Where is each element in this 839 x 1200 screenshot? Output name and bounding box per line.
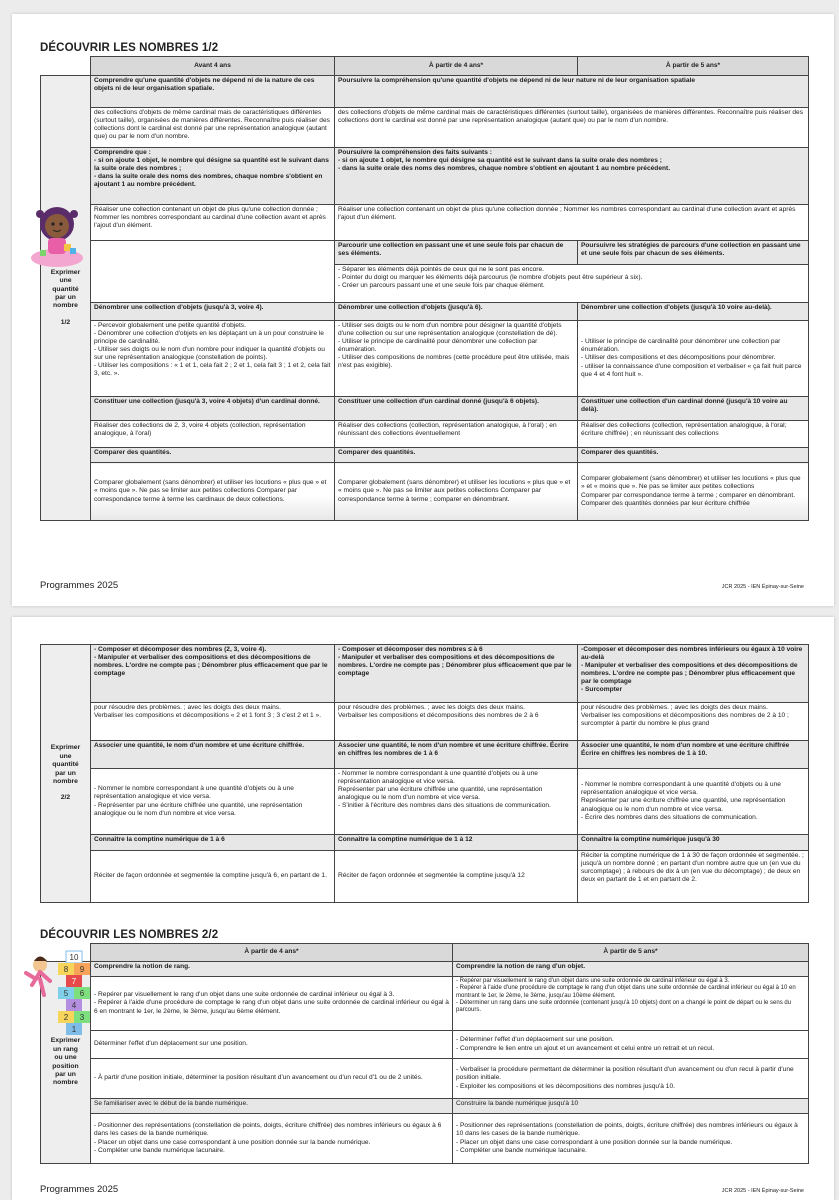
objective-cell: Parcourir une collection en passant une et une seule fois par chacun de ses éléments. (335, 241, 578, 265)
objective-cell: Poursuivre la compréhension qu'une quantité d'objets ne dépend ni de leur nature ni de leur organisation spatiale (335, 76, 809, 108)
objective-cell: - Composer et décomposer des nombres ≤ à 6 - Manipuler et verbaliser des compositions et des décompositions de nombres. L'ordre ne compte pas ; Dénombrer plus efficacement que par le comptage (335, 645, 578, 703)
hop-number: 9 (79, 965, 85, 974)
activity-cell: - Repérer par visuellement le rang d'un objet dans une suite ordonnée de cardinal inférieur ou égal à 3. - Repérer à l'aide d'une procédure de comptage le rang d'un objet dans une suite ordonnée de cardinal inférieur ou égal à 10 en montrant le 1er, le 2ème, le 3ème, jusqu'au 10ème élément. - Déterminer un rang dans une suite ordonnée (contenant jusqu'à 10 objets) dont on a changé le point de départ ou le sens du parcours. (453, 977, 809, 1031)
activity-cell: Réaliser des collections de 2, 3, voire 4 objets (collection, représentation analogique, à l'oral) (91, 421, 335, 448)
objective-cell: Dénombrer une collection d'objets (jusqu'à 6). (335, 303, 578, 321)
objective-cell: Comparer des quantités. (335, 448, 578, 463)
rank-table (40, 943, 809, 1164)
page-title: DÉCOUVRIR LES NOMBRES 1/2 (40, 42, 219, 54)
objective-cell: - Composer et décomposer des nombres (2, 3, voire 4). - Manipuler et verbaliser des compositions et des décompositions de nombres. L'ordre ne compte pas ; Dénombrer plus efficacement que par le comptage (91, 645, 335, 703)
hopscotch-illustration (22, 949, 98, 1039)
child-counting-illustration (28, 198, 86, 268)
activity-cell: Comparer globalement (sans dénombrer) et utiliser les locutions « plus que » et « moins que ». Ne pas se limiter aux petites collections Comparer par correspondance terme à terme ; comparer en dénombrant. (335, 463, 578, 521)
objective-cell: Comprendre la notion de rang. (91, 962, 453, 977)
header-4-ans: À partir de 4 ans* (91, 944, 453, 962)
objective-cell: Comprendre qu'une quantité d'objets ne dépend ni de la nature de ces objets ni de leur organisation spatiale. (91, 76, 335, 108)
objective-cell: Comprendre que : - si on ajoute 1 objet, le nombre qui désigne sa quantité est le suivant dans la suite orale des nombres ; - dans la suite orale des noms des nombres, chaque nombre s'obtient en ajoutant 1 au nombre précédent. (91, 148, 335, 205)
objective-cell: Associer une quantité, le nom d'un nombre et une écriture chiffrée Écrire en chiffres les nombres de 1 à 10. (578, 741, 809, 769)
activity-cell: - Séparer les éléments déjà pointés de ceux qui ne le sont pas encore. - Pointer du doigt ou marquer les éléments déjà parcourus (le nombre d'objets peut être supérieur à six). - Créer un parcours passant une et une seule fois par chaque élément. (335, 265, 809, 303)
hop-number: 7 (71, 977, 77, 986)
activity-cell: Réciter la comptine numérique de 1 à 30 de façon ordonnée et segmentée. ; jusqu'à un nombre donné ; en partant d'un nombre autre que un (en vue du surcomptage) ; à rebours de dix à un (en vue du décomptage) ; de deux en deux en partant de 1 et en partant de 2. (578, 851, 809, 903)
page-1 (12, 14, 834, 606)
activity-cell: Réaliser des collections (collection, représentation analogique, à l'oral) ; en réunissant des collections éventuellement (335, 421, 578, 448)
activity-cell: - Nommer le nombre correspondant à une quantité d'objets ou à une représentation analogique et vice versa. Représenter par une écriture chiffrée une quantité, une représentation analogique ou le nom d'un nombre et vice versa. - Écrire des nombres dans des situations de communication. (578, 769, 809, 835)
objective-cell: Connaître la comptine numérique de 1 à 12 (335, 835, 578, 851)
activity-cell: - Verbaliser la procédure permettant de déterminer la position résultant d'un avancement ou d'un recul à partir d'une position initiale. - Exploiter les compositions et les décompositions des nombres jusqu'à 10. (453, 1059, 809, 1099)
activity-cell: Réaliser une collection contenant un objet de plus qu'une collection donnée ; Nommer les nombres correspondant au cardinal d'une collection avant et après l'ajout d'un élément. (335, 205, 809, 241)
objective-cell: Comparer des quantités. (91, 448, 335, 463)
objective-cell: Poursuivre les stratégies de parcours d'une collection en passant une et une seule fois par chacun de ses éléments. (578, 241, 809, 265)
footer-right: JCR 2025 - IEN Épinay-sur-Seine (721, 1188, 804, 1194)
activity-cell: - Positionner des représentations (constellation de points, doigts, écriture chiffrée) des nombres inférieurs ou égaux à 6 dans les cases de la bande numérique. - Placer un objet dans une case correspondant à une position donnée sur la bande numérique. - Compléter une bande numérique lacunaire. (91, 1114, 453, 1164)
activity-cell: pour résoudre des problèmes. ; avec les doigts des deux mains. Verbaliser les compositions et décompositions « 2 et 1 font 3 ; 3 c'est 2 et 1 ». (91, 703, 335, 741)
objective-cell: - Déterminer l'effet d'un déplacement sur une position. - Comprendre le lien entre un ajout et un avancement et celui entre un retrait et un recul. (453, 1031, 809, 1059)
objective-cell: Associer une quantité, le nom d'un nombre et une écriture chiffrée. Écrire en chiffres les nombres de 1 à 6 (335, 741, 578, 769)
corner-cell (41, 57, 91, 76)
progression-table-1 (40, 56, 809, 521)
activity-cell: - Nommer le nombre correspondant à une quantité d'objets ou à une représentation analogique et vice versa. - Représenter par une écriture chiffrée une quantité, une représentation analogique ou le nom d'un nombre et vice versa. (91, 769, 335, 835)
page-2 (12, 617, 834, 1200)
footer-right: JCR 2025 - IEN Épinay-sur-Seine (721, 584, 804, 590)
hop-number: 10 (69, 953, 79, 962)
objective-cell: Connaître la comptine numérique de 1 à 6 (91, 835, 335, 851)
domain-label: Exprimer un rang ou une position par un nombre (41, 962, 91, 1164)
objective-cell: Construire la bande numérique jusqu'à 10 (453, 1099, 809, 1114)
objective-cell: Constituer une collection (jusqu'à 3, voire 4 objets) d'un cardinal donné. (91, 397, 335, 421)
header-4-ans: À partir de 4 ans* (335, 57, 578, 76)
hop-number: 3 (79, 1013, 85, 1022)
activity-cell: Réaliser une collection contenant un objet de plus qu'une collection donnée ; Nommer les nombres correspondant au cardinal d'une collection avant et après l'ajout d'un élément. (91, 205, 335, 241)
hop-number: 8 (63, 965, 69, 974)
activity-cell: Réciter de façon ordonnée et segmentée la comptine jusqu'à 6, en partant de 1. (91, 851, 335, 903)
objective-cell: Dénombrer une collection d'objets (jusqu'à 10 voire au-delà). (578, 303, 809, 321)
header-avant-4: Avant 4 ans (91, 57, 335, 76)
activity-cell: Réaliser des collections (collection, représentation analogique, à l'oral; écriture chiffrée) ; en réunissant des collections (578, 421, 809, 448)
activity-cell: Comparer globalement (sans dénombrer) et utiliser les locutions « plus que » et « moins que ». Ne pas se limiter aux petites collections Comparer par correspondance terme à terme les cardinaux de deux collections. (91, 463, 335, 521)
hop-number: 5 (63, 989, 69, 998)
header-5-ans: À partir de 5 ans* (453, 944, 809, 962)
objective-cell: Poursuivre la compréhension des faits suivants : - si on ajoute 1 objet, le nombre qui désigne sa quantité est le suivant dans la suite orale des nombres ; - dans la suite orale des noms des nombres, chaque nombre s'obtient en ajoutant 1 au nombre précédent. (335, 148, 809, 205)
activity-cell: pour résoudre des problèmes. ; avec les doigts des deux mains. Verbaliser les compositions et décompositions des nombres de 2 à 6 (335, 703, 578, 741)
domain-label: Exprimer une quantité par un nombre 2/2 (41, 645, 91, 903)
objective-cell: -Composer et décomposer des nombres inférieurs ou égaux à 10 voire au-delà - Manipuler et verbaliser des compositions et des décompositions de nombres. L'ordre ne compte pas ; Dénombrer plus efficacement que par le comptage - Surcompter (578, 645, 809, 703)
progression-table-2 (40, 644, 809, 903)
header-5-ans: À partir de 5 ans* (578, 57, 809, 76)
activity-cell: - Nommer le nombre correspondant à une quantité d'objets ou à une représentation analogique et vice versa. Représenter par une écriture chiffrée une quantité, une représentation analogique ou le nom d'un nombre et vice versa. - S'initier à l'écriture des nombres dans des situations de communication. (335, 769, 578, 835)
hop-number: 4 (71, 1001, 77, 1010)
objective-cell: Comparer des quantités. (578, 448, 809, 463)
objective-cell: Comprendre la notion de rang d'un objet. (453, 962, 809, 977)
objective-cell: Déterminer l'effet d'un déplacement sur une position. (91, 1031, 453, 1059)
activity-cell: - Positionner des représentations (constellation de points, doigts, écriture chiffrée) des nombres inférieurs ou égaux à 10 dans les cases de la bande numérique. - Placer un objet dans une case correspondant à une position donnée sur la bande numérique. - Compléter une bande numérique lacunaire. (453, 1114, 809, 1164)
activity-cell: - Percevoir globalement une petite quantité d'objets. - Dénombrer une collection d'objets en les déplaçant un à un pour construire le principe de cardinalité. - Utiliser ses doigts ou le nom d'un nombre pour indiquer la quantité d'objets ou sur une représentation analogique (constellation de points). - Utiliser les compositions : « 1 et 1, cela fait 2 ; 2 et 1, cela fait 3 ; 1 et 2, cela fait 3, etc. ». (91, 321, 335, 397)
section-title: DÉCOUVRIR LES NOMBRES 2/2 (40, 929, 219, 941)
activity-cell: - Repérer par visuellement le rang d'un objet dans une suite ordonnée de cardinal inférieur ou égal à 3. - Repérer à l'aide d'une procédure de comptage le rang d'un objet dans une suite ordonnée de cardinal inférieur ou égal à 6 en montrant le 1er, le 2ème, le 3ème, jusqu'au 6ème élément. (91, 977, 453, 1031)
empty-cell (91, 241, 335, 303)
activity-cell: des collections d'objets de même cardinal mais de caractéristiques différentes (surtout taille), organisées de manières différentes. Reconnaître puis réaliser des collections dont le cardinal est donné par une représentation analogique (autant que) ou par le nom d'un nombre. (335, 108, 809, 148)
objective-cell: Constituer une collection d'un cardinal donné (jusqu'à 6 objets). (335, 397, 578, 421)
activity-cell: - Utiliser le principe de cardinalité pour dénombrer une collection par énumération. - Utiliser des compositions et des décompositions pour dénombrer. - utiliser la connaissance d'une composition et verbaliser « ça fait huit parce que 4 et 4 font huit ». (578, 321, 809, 397)
objective-cell: Associer une quantité, le nom d'un nombre et une écriture chiffrée. (91, 741, 335, 769)
objective-cell: Connaître la comptine numérique jusqu'à 30 (578, 835, 809, 851)
domain-label: Exprimer une quantité par un nombre 1/2 (41, 76, 91, 521)
hop-number: 1 (71, 1025, 77, 1034)
footer-left: Programmes 2025 (40, 1184, 119, 1195)
activity-cell: - À partir d'une position initiale, déterminer la position résultant d'un avancement ou d'un recul d'1 ou de 2 unités. (91, 1059, 453, 1099)
activity-cell: - Utiliser ses doigts ou le nom d'un nombre pour désigner la quantité d'objets d'une collection ou sur une représentation analogique (constellation de dé). - Utiliser le principe de cardinalité pour dénombrer une collection par énumération. - Utiliser des compositions de nombres (cette procédure peut être utilisée, mais n'est pas exigible). (335, 321, 578, 397)
activity-cell: pour résoudre des problèmes. ; avec les doigts des deux mains. Verbaliser les compositions et décompositions des nombres de 2 à 10 ; surcompter à partir du nombre le plus grand (578, 703, 809, 741)
activity-cell: Comparer globalement (sans dénombrer) et utiliser les locutions « plus que » et « moins que ». Ne pas se limiter aux petites collections Comparer par correspondance terme à terme ; comparer en dénombrant. Comparer des quantités données par leur écriture chiffrée (578, 463, 809, 521)
footer-left: Programmes 2025 (40, 580, 119, 591)
activity-cell: Réciter de façon ordonnée et segmentée la comptine jusqu'à 12 (335, 851, 578, 903)
activity-cell: des collections d'objets de même cardinal mais de caractéristiques différentes (surtout taille), organisées de manières différentes. Reconnaître puis réaliser des collections dont le cardinal est donné par une représentation analogique (autant que) ou par le nom d'un nombre. (91, 108, 335, 148)
objective-cell: Se familiariser avec le début de la bande numérique. (91, 1099, 453, 1114)
objective-cell: Dénombrer une collection d'objets (jusqu'à 3, voire 4). (91, 303, 335, 321)
hop-number: 2 (63, 1013, 69, 1022)
hop-number: 6 (79, 989, 85, 998)
objective-cell: Constituer une collection d'un cardinal donné (jusqu'à 10 voire au delà). (578, 397, 809, 421)
